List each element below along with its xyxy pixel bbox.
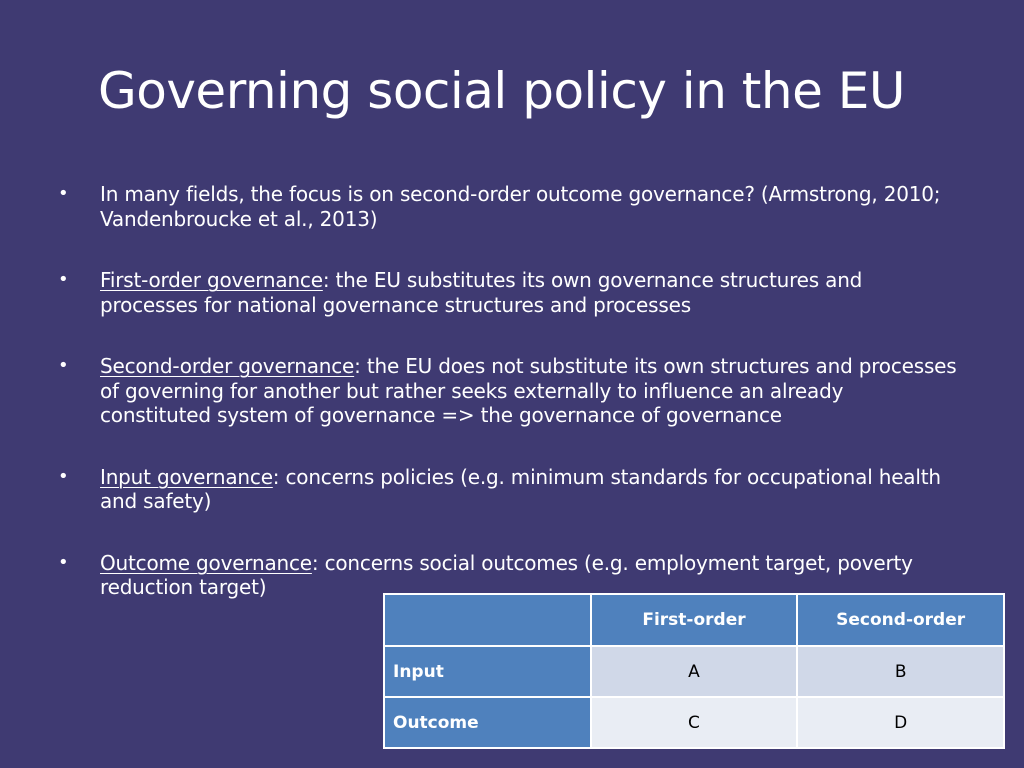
- governance-table: [383, 593, 1005, 749]
- bullet-marker: •: [58, 551, 69, 573]
- row-label-input: Input: [384, 646, 591, 697]
- bullet-text: : concerns social outcomes (e.g. employment target, poverty reduction target): [100, 550, 913, 599]
- bullet-marker: •: [58, 465, 69, 487]
- row-label-outcome: Outcome: [384, 697, 591, 748]
- bullet-marker: •: [58, 183, 69, 204]
- bullet-term: Outcome governance: [100, 550, 312, 575]
- table-row: [384, 697, 1004, 748]
- table-cell: B: [797, 646, 1004, 697]
- table-header-row: [384, 594, 1004, 646]
- bullet-marker: •: [58, 355, 69, 376]
- table-cell: A: [591, 646, 798, 697]
- table-header-first-order: First-order: [591, 594, 798, 646]
- table-cell: D: [797, 697, 1004, 748]
- bullet-text: : concerns policies (e.g. minimum standards for occupational health and safety): [100, 464, 941, 513]
- table-header-cell-corner: [384, 594, 591, 646]
- bullet-term: First-order governance: [100, 268, 323, 292]
- table-row: [384, 646, 1004, 697]
- governance-matrix: [383, 593, 1005, 749]
- bullet-marker: •: [58, 269, 69, 290]
- bullet-item: [58, 354, 958, 428]
- bullet-text: In many fields, the focus is on second-order outcome governance? (Armstrong, 2010; Vandenbroucke et al., 2013): [100, 182, 941, 231]
- bullet-term: Second-order governance: [100, 354, 355, 378]
- bullet-item: [58, 182, 958, 231]
- bullet-list: [58, 182, 958, 637]
- slide-title: Governing social policy in the EU: [98, 62, 905, 120]
- bullet-text: : the EU does not substitute its own structures and processes of governing for another but rather seeks externally to influence an already constituted system of governance => the governance of governance: [100, 354, 957, 427]
- bullet-term: Input governance: [100, 464, 273, 489]
- table-cell: C: [591, 697, 798, 748]
- bullet-text: : the EU substitutes its own governance structures and processes for national governance structures and processes: [100, 268, 863, 317]
- bullet-item: [58, 268, 958, 317]
- bullet-item: [58, 465, 958, 514]
- table-header-second-order: Second-order: [797, 594, 1004, 646]
